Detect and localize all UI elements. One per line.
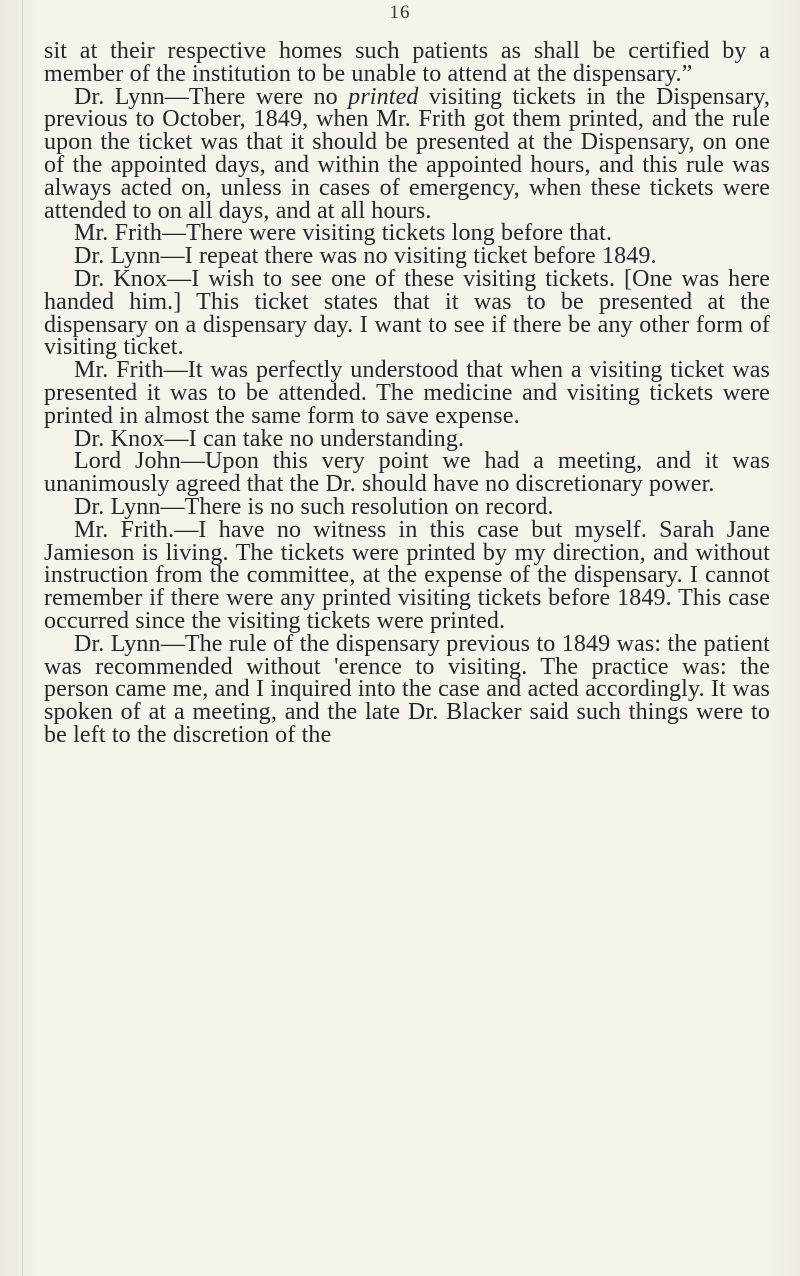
paragraph-lynn-printed-tickets: [44, 83, 771, 224]
paragraph-lynn-rule: Dr. Lynn—The rule of the dispensary previous to 1849 was: the patient was recommended without 'erence to visiting. The practice was: the person came me, and I inquired into the case and acted accordingly. It was spoken of at a meeting, and the late Dr. Blacker said such things were to be left to the discretion of the: [44, 630, 770, 748]
paragraph-knox-wish: Dr. Knox—I wish to see one of these visiting tickets. [One was here handed him.] This ticket states that it was to be presented at the dispensary on a dispensary day. I want to see if there be any other form of visiting ticket.: [44, 265, 770, 361]
paragraph-frith-understood: Mr. Frith—It was perfectly understood that when a visiting ticket was presented it was to be attended. The medicine and visiting tickets were printed in almost the same form to save expense.: [44, 357, 770, 429]
body-text: [44, 40, 770, 747]
printed-emphasis: printed: [348, 83, 419, 110]
paragraph-frith-long-before: Mr. Frith—There were visiting tickets long before that.: [74, 220, 613, 247]
lynn-rest-text: visiting tickets in the Dispensary, previous to October, 1849, when Mr. Frith got them printed, and the rule upon the ticket was that it should be presented at the Dispensary, on one of the appointed days, and within the appointed hours, and this rule was always acted on, unless in cases of emergency, when these tickets were attended to on all days, and at all hours.: [44, 83, 771, 224]
paragraph-lord-john: Lord John—Upon this very point we had a meeting, and it was unanimously agreed that the Dr. should have no discretionary power.: [44, 448, 770, 498]
paragraph-knox-understanding: Dr. Knox—I can take no understanding.: [74, 425, 465, 452]
paragraph-lynn-repeat: Dr. Lynn—I repeat there was no visiting ticket before 1849.: [74, 243, 657, 270]
page-gutter-line: [22, 0, 23, 1276]
page-number: 16: [389, 2, 411, 23]
lynn-lead-text: Dr. Lynn—There were no: [74, 83, 349, 110]
paragraph-frith-witness: Mr. Frith.—I have no witness in this case but myself. Sarah Jane Jamieson is living. The tickets were printed by my direction, and without instruction from the committee, at the expense of the dispensary. I cannot remember if there were any printed visiting tickets before 1849. This case occurred since the visiting tickets were printed.: [44, 516, 770, 634]
paragraph-continuation: sit at their respective homes such patients as shall be certified by a member of the institution to be unable to attend at the dispensary.”: [44, 38, 770, 87]
paragraph-lynn-no-resolution: Dr. Lynn—There is no such resolution on record.: [74, 493, 554, 520]
